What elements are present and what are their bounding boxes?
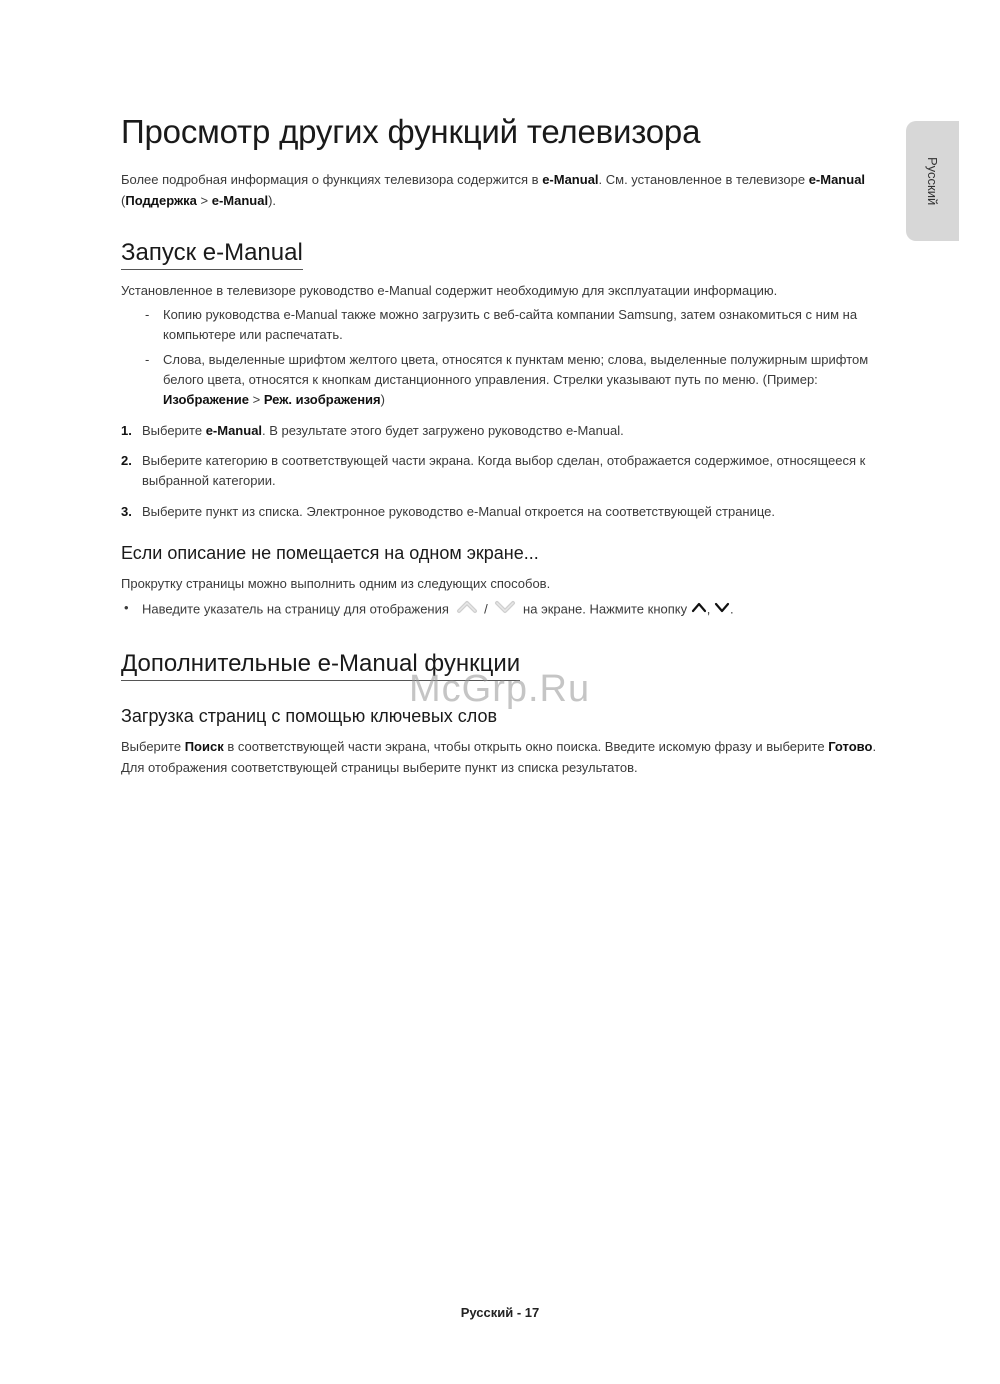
step-text: Выберите категорию в соответствующей части экрана. Когда выбор сделан, отображается содержимое, относящееся к выбранной категории. (142, 453, 866, 488)
scroll-down-icon (494, 598, 516, 622)
step-text-part: Выберите (142, 423, 206, 438)
page-footer: Русский - 17 (460, 1305, 540, 1320)
note-text (163, 350, 880, 410)
step-emanual: e-Manual (205, 423, 263, 438)
intro-text: ( (121, 193, 126, 208)
intro-paragraph (121, 169, 881, 211)
subsection-title-scroll: Если описание не помещается на одном экране... (121, 543, 539, 563)
search-text: Выберите (121, 739, 185, 754)
page-title: Просмотр других функций телевизора (121, 113, 701, 150)
search-button-label: Поиск (184, 739, 224, 754)
scroll-up-icon (456, 598, 478, 622)
section-title-extra: Дополнительные e-Manual функции (121, 649, 520, 681)
bullet-text-part: на экране. Нажмите кнопку (523, 601, 688, 617)
bullet-text (142, 598, 881, 622)
note-text-part: > (248, 392, 264, 407)
intro-text: Более подробная информация о функциях телевизора содержится в (121, 172, 543, 187)
bullet-text-part: Наведите указатель на страницу для отображения (142, 601, 449, 617)
bullet-item (121, 598, 881, 622)
subsection-title-search: Загрузка страниц с помощью ключевых слов (121, 706, 498, 726)
step-item (121, 502, 881, 522)
search-text: . Для отображения соответствующей страницы выберите пункт из списка результатов. (121, 739, 877, 775)
note-dash: - (145, 307, 150, 322)
intro-emanual-3: e-Manual (211, 193, 269, 208)
note-item (145, 305, 880, 345)
chevron-up-icon (691, 600, 707, 620)
bullet-dot: • (124, 600, 129, 615)
step-number: 2. (121, 453, 132, 468)
watermark: McGrp.Ru (409, 668, 591, 710)
bullet-end: . (730, 601, 734, 617)
step-text (142, 421, 881, 441)
side-tab-label: Русский (925, 156, 940, 206)
bullet-comma: , (706, 601, 711, 617)
note-dash: - (145, 352, 150, 367)
subsection-lead: Прокрутку страницы можно выполнить одним из следующих способов. (121, 576, 551, 591)
step-text: Выберите пункт из списка. Электронное руководство e-Manual откроется на соответствующей странице. (142, 504, 776, 519)
intro-support: Поддержка (125, 193, 197, 208)
section-title-launch: Запуск e-Manual (121, 238, 303, 270)
intro-text: ). (268, 193, 277, 208)
done-button-label: Готово (828, 739, 873, 754)
step-text-part: . В результате этого будет загружено руководство e-Manual. (262, 423, 624, 438)
intro-emanual-1: e-Manual (542, 172, 599, 187)
intro-text: > (196, 193, 212, 208)
note-text-part: Слова, выделенные шрифтом желтого цвета, относятся к пунктам меню; слова, выделенные полужирным шрифтом белого цвета, относятся к кнопкам дистанционного управления. Стрелки указывают путь по меню. (Пример: (163, 352, 869, 387)
search-text: в соответствующей части экрана, чтобы открыть окно поиска. Введите искомую фразу и выберите (223, 739, 829, 754)
section-lead: Установленное в телевизоре руководство e-Manual содержит необходимую для эксплуатации информацию. (121, 283, 778, 298)
intro-emanual-2: e-Manual (808, 172, 866, 187)
search-paragraph (121, 736, 881, 778)
step-item (121, 421, 881, 441)
menu-path-picture: Изображение (163, 392, 249, 407)
intro-text: . См. установленное в телевизоре (598, 172, 809, 187)
step-number: 1. (121, 423, 132, 438)
step-item (121, 451, 881, 491)
language-side-tab (906, 121, 959, 241)
note-text: Копию руководства e-Manual также можно загрузить с веб-сайта компании Samsung, затем ознакомиться с ним на компьютере или распечатать. (163, 307, 858, 342)
note-item (145, 350, 880, 410)
step-number: 3. (121, 504, 132, 519)
note-text-part: ) (380, 392, 385, 407)
chevron-down-icon (714, 600, 730, 620)
menu-path-picture-mode: Реж. изображения (263, 392, 381, 407)
bullet-separator: / (484, 601, 488, 617)
